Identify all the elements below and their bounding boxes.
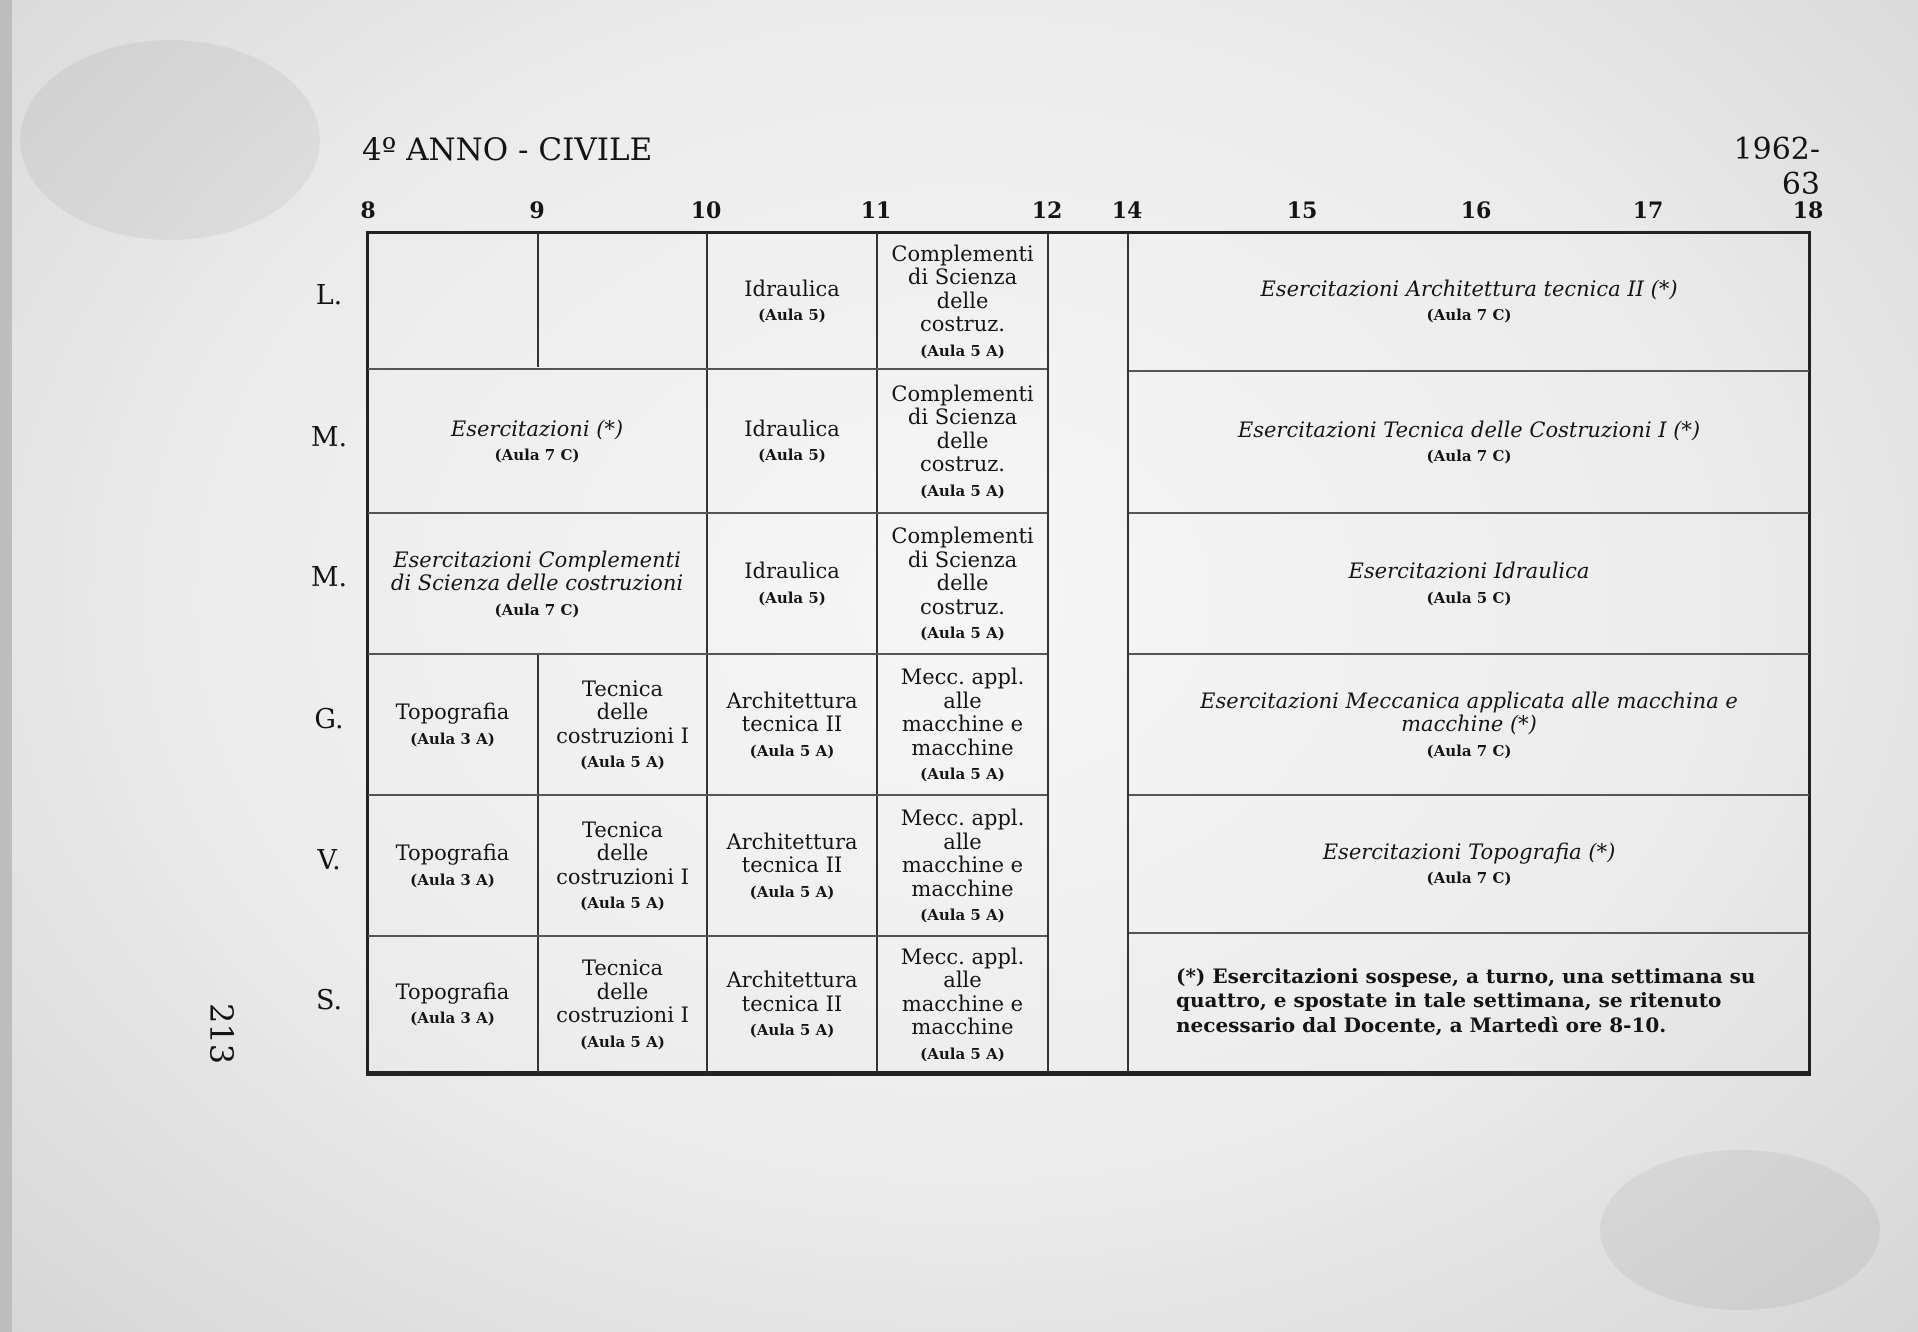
grid-line xyxy=(1129,932,1809,934)
class-cell xyxy=(368,655,537,794)
class-cell xyxy=(539,937,706,1071)
day-label: L. xyxy=(315,280,343,311)
room-label: (Aula 7 C) xyxy=(1426,741,1512,760)
grid-line xyxy=(537,233,539,367)
course-name: Esercitazioni (*) xyxy=(450,416,624,441)
course-name: Architettura tecnica II xyxy=(726,688,858,737)
room-label: (Aula 7 C) xyxy=(494,446,580,465)
class-cell xyxy=(878,514,1047,653)
class-cell xyxy=(878,937,1047,1071)
course-name: Complementi di Scienza delle costruz. xyxy=(891,241,1034,337)
room-label: (Aula 5 A) xyxy=(749,1021,835,1040)
hour-label: 9 xyxy=(529,198,545,224)
class-cell xyxy=(708,234,876,368)
room-label: (Aula 5 A) xyxy=(920,765,1005,784)
hour-label: 8 xyxy=(360,198,376,224)
class-cell xyxy=(368,796,537,935)
course-name: Idraulica xyxy=(744,559,840,584)
course-name: Esercitazioni Idraulica xyxy=(1348,559,1590,584)
course-name: Esercitazioni Complementi di Scienza delle costruzioni xyxy=(390,547,684,596)
room-label: (Aula 5 A) xyxy=(580,753,665,772)
class-cell xyxy=(368,937,537,1071)
course-name: Tecnica delle costruzioni I xyxy=(556,956,689,1028)
course-name: Architettura tecnica II xyxy=(726,829,858,878)
class-cell xyxy=(708,937,876,1071)
course-name: Mecc. appl. alle macchine e macchine xyxy=(900,665,1025,760)
scan-smudge xyxy=(1600,1150,1880,1310)
course-name: Esercitazioni Topografia (*) xyxy=(1322,839,1616,864)
room-label: (Aula 5 A) xyxy=(580,894,665,913)
room-label: (Aula 5) xyxy=(758,306,826,325)
class-cell xyxy=(539,655,706,794)
course-name: Esercitazioni Meccanica applicata alle macchina e macchine (*) xyxy=(1200,688,1738,737)
hour-label: 11 xyxy=(860,198,892,224)
class-cell xyxy=(1129,372,1809,512)
class-cell xyxy=(1129,655,1809,794)
hour-label: 16 xyxy=(1460,198,1492,224)
hour-label: 14 xyxy=(1111,198,1143,224)
course-name: Complementi di Scienza delle costruz. xyxy=(891,524,1034,619)
class-cell xyxy=(368,514,706,653)
class-cell xyxy=(878,655,1047,794)
course-name: Topografia xyxy=(395,841,510,866)
page-title: 4º ANNO - CIVILE xyxy=(362,132,653,168)
class-cell xyxy=(708,796,876,935)
hour-label: 17 xyxy=(1632,198,1664,224)
room-label: (Aula 7 C) xyxy=(1426,869,1512,888)
timetable-frame-bottom xyxy=(366,1071,1811,1076)
course-name: Idraulica xyxy=(744,416,840,441)
room-label: (Aula 5 A) xyxy=(920,624,1005,643)
scan-smudge xyxy=(20,40,320,240)
class-cell xyxy=(1129,514,1809,653)
academic-year: 1962-63 xyxy=(1733,132,1820,202)
class-cell xyxy=(708,370,876,512)
room-label: (Aula 5 A) xyxy=(920,1044,1005,1063)
class-cell xyxy=(1129,234,1809,368)
class-cell xyxy=(368,370,706,512)
course-name: Esercitazioni Architettura tecnica II (*) xyxy=(1260,276,1678,301)
class-cell xyxy=(1129,796,1809,932)
room-label: (Aula 5 A) xyxy=(920,341,1005,360)
hour-label: 18 xyxy=(1792,198,1824,224)
room-label: (Aula 5 A) xyxy=(580,1032,665,1051)
room-label: (Aula 5) xyxy=(758,446,826,465)
room-label: (Aula 5) xyxy=(758,588,826,607)
day-label: M. xyxy=(310,422,348,453)
class-cell xyxy=(878,370,1047,512)
course-name: Complementi di Scienza delle costruz. xyxy=(891,381,1034,477)
room-label: (Aula 3 A) xyxy=(410,870,495,889)
course-name: Mecc. appl. alle macchine e macchine xyxy=(900,944,1025,1040)
hour-label: 15 xyxy=(1286,198,1318,224)
room-label: (Aula 7 C) xyxy=(1426,447,1512,466)
class-cell xyxy=(708,655,876,794)
room-label: (Aula 7 C) xyxy=(494,600,580,619)
course-name: Tecnica delle costruzioni I xyxy=(556,817,689,889)
room-label: (Aula 7 C) xyxy=(1426,306,1512,325)
hour-label: 10 xyxy=(690,198,722,224)
room-label: (Aula 5 A) xyxy=(920,481,1005,500)
class-cell xyxy=(878,796,1047,935)
course-name: Topografia xyxy=(395,979,510,1004)
day-label: G. xyxy=(314,704,344,735)
day-label: M. xyxy=(310,562,348,593)
grid-line xyxy=(1047,233,1049,1073)
course-name: Mecc. appl. alle macchine e macchine xyxy=(900,806,1025,901)
day-label: S. xyxy=(315,985,343,1016)
room-label: (Aula 5 A) xyxy=(749,882,835,901)
room-label: (Aula 5 A) xyxy=(749,741,835,760)
course-name: Architettura tecnica II xyxy=(726,968,858,1016)
room-label: (Aula 5 A) xyxy=(920,906,1005,925)
course-name: Esercitazioni Tecnica delle Costruzioni I (*) xyxy=(1237,417,1701,442)
page-number: 213 xyxy=(202,1003,240,1065)
class-cell xyxy=(708,514,876,653)
room-label: (Aula 3 A) xyxy=(410,729,495,748)
hour-label: 12 xyxy=(1031,198,1063,224)
room-label: (Aula 3 A) xyxy=(410,1009,495,1028)
course-name: Tecnica delle costruzioni I xyxy=(556,676,689,748)
course-name: Topografia xyxy=(395,700,510,725)
page-edge xyxy=(0,0,12,1332)
day-label: V. xyxy=(317,845,341,876)
footnote: (*) Esercitazioni sospese, a turno, una settimana su quattro, e spostate in tale settimana, se ritenuto necessario dal Docente, a Martedì ore 8-10. xyxy=(1176,964,1756,1037)
room-label: (Aula 5 C) xyxy=(1426,588,1512,607)
class-cell xyxy=(539,796,706,935)
course-name: Idraulica xyxy=(744,276,840,301)
class-cell xyxy=(878,234,1047,368)
